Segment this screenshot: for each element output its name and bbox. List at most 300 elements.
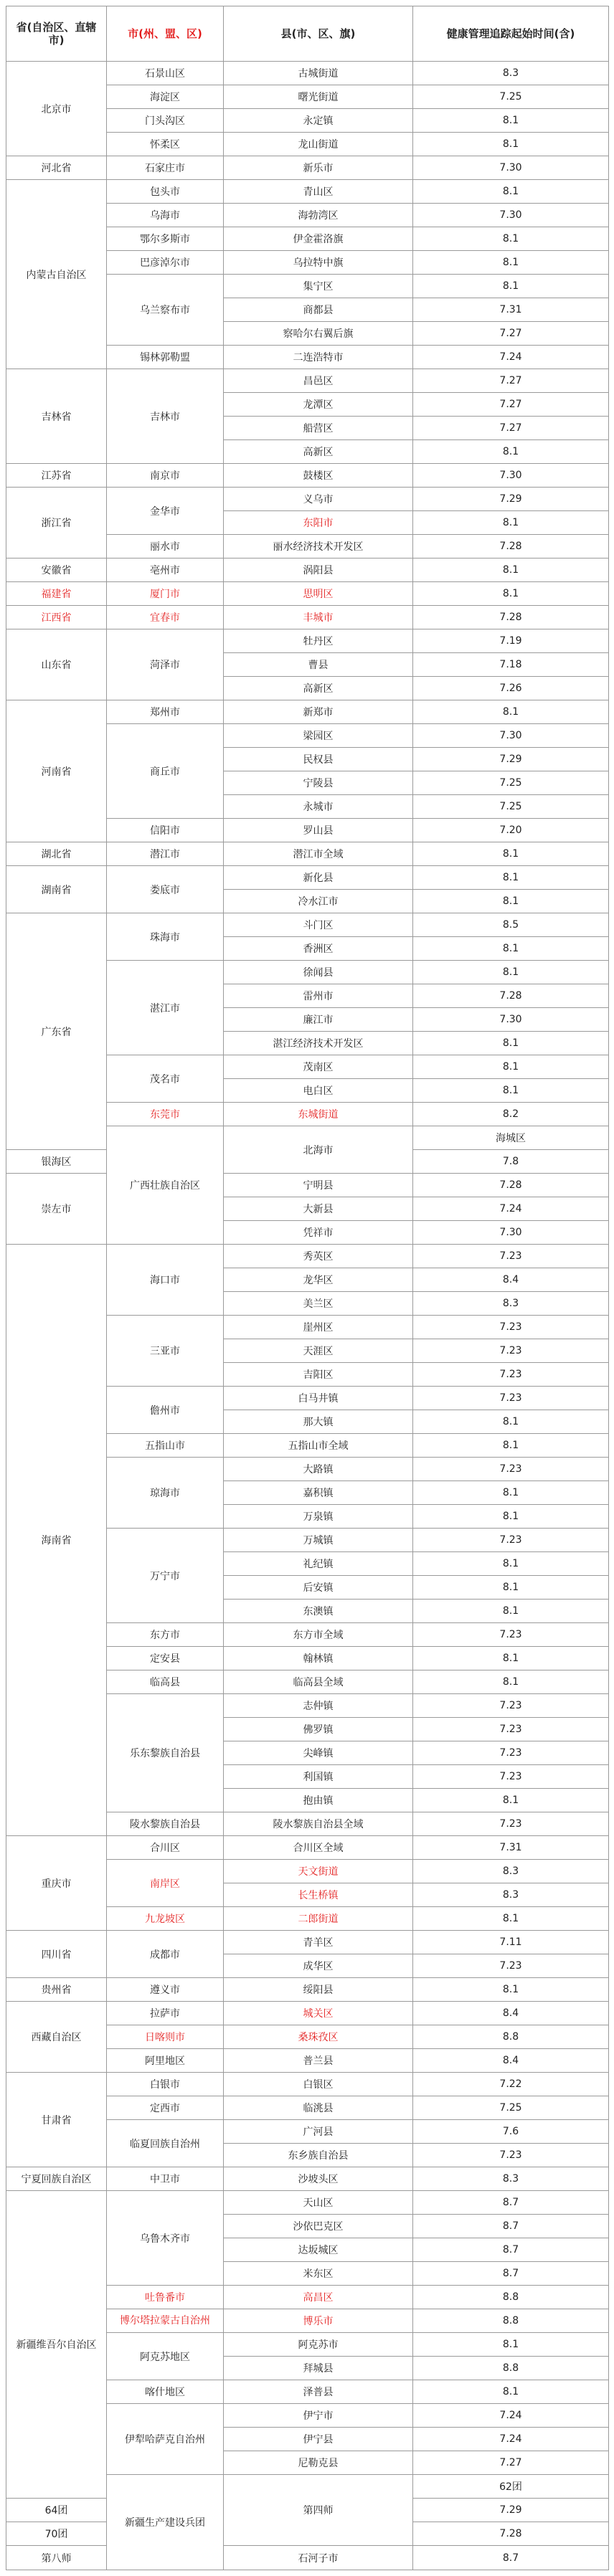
county-cell: 临高县全域 — [224, 1670, 413, 1694]
city-cell: 博尔塔拉蒙古自治州 — [107, 2309, 224, 2333]
province-cell: 甘肃省 — [6, 2073, 107, 2167]
county-cell: 阿克苏市 — [224, 2333, 413, 2357]
start-time-cell: 8.1 — [413, 275, 609, 298]
table-row — [6, 913, 609, 937]
province-cell: 河南省 — [6, 700, 107, 842]
city-cell: 合川区 — [107, 1836, 224, 1860]
start-time-cell: 8.1 — [413, 251, 609, 275]
table-row — [6, 464, 609, 488]
start-time-cell: 8.1 — [413, 1434, 609, 1458]
county-cell: 曙光街道 — [224, 85, 413, 109]
county-cell: 二郎街道 — [224, 1907, 413, 1931]
province-cell: 海南省 — [6, 1245, 107, 1836]
county-cell: 尖峰镇 — [224, 1741, 413, 1765]
county-cell: 70团 — [6, 2522, 107, 2546]
city-cell: 宜春市 — [107, 606, 224, 629]
city-cell: 亳州市 — [107, 559, 224, 582]
city-cell: 丽水市 — [107, 535, 224, 559]
county-cell: 伊金霍洛旗 — [224, 227, 413, 251]
start-time-cell: 7.30 — [413, 464, 609, 488]
city-cell: 信阳市 — [107, 819, 224, 842]
start-time-cell: 7.23 — [413, 1339, 609, 1363]
start-time-cell: 7.24 — [413, 1197, 609, 1221]
city-cell: 第八师 — [6, 2546, 107, 2570]
start-time-cell: 8.5 — [413, 913, 609, 937]
county-cell: 临洮县 — [224, 2096, 413, 2120]
start-time-cell: 7.29 — [413, 488, 609, 511]
city-cell: 潜江市 — [107, 842, 224, 866]
start-time-cell: 7.30 — [413, 724, 609, 748]
province-cell: 湖南省 — [6, 866, 107, 913]
start-time-cell: 8.1 — [413, 1670, 609, 1694]
start-time-cell: 8.7 — [413, 2262, 609, 2286]
county-cell: 集宁区 — [224, 275, 413, 298]
start-time-cell: 7.28 — [413, 2522, 609, 2546]
county-cell: 沙坡头区 — [224, 2167, 413, 2191]
county-cell: 广河县 — [224, 2120, 413, 2144]
county-cell: 冷水江市 — [224, 890, 413, 913]
county-cell: 凭祥市 — [224, 1221, 413, 1245]
province-cell: 内蒙古自治区 — [6, 180, 107, 369]
start-time-cell: 7.27 — [413, 2451, 609, 2475]
county-cell: 高昌区 — [224, 2286, 413, 2309]
start-time-cell: 8.2 — [413, 1103, 609, 1126]
start-time-cell: 7.27 — [413, 322, 609, 346]
start-time-cell: 8.8 — [413, 2025, 609, 2049]
province-cell: 四川省 — [6, 1931, 107, 1978]
county-cell: 丰城市 — [224, 606, 413, 629]
table-row — [6, 842, 609, 866]
county-cell: 思明区 — [224, 582, 413, 606]
start-time-cell: 7.18 — [413, 653, 609, 677]
start-time-cell: 8.1 — [413, 1505, 609, 1529]
county-cell: 拜城县 — [224, 2357, 413, 2380]
table-header — [6, 6, 609, 62]
city-cell: 怀柔区 — [107, 133, 224, 156]
county-cell: 博乐市 — [224, 2309, 413, 2333]
county-cell: 永定镇 — [224, 109, 413, 133]
start-time-cell: 8.1 — [413, 1647, 609, 1670]
county-cell: 高新区 — [224, 677, 413, 700]
county-cell: 米东区 — [224, 2262, 413, 2286]
county-cell: 曹县 — [224, 653, 413, 677]
start-time-cell: 8.1 — [413, 1600, 609, 1623]
start-time-cell: 8.1 — [413, 109, 609, 133]
city-cell: 珠海市 — [107, 913, 224, 961]
county-cell: 东城街道 — [224, 1103, 413, 1126]
table-row — [6, 559, 609, 582]
start-time-cell: 7.23 — [413, 1765, 609, 1789]
county-cell: 万城镇 — [224, 1529, 413, 1552]
start-time-cell: 8.1 — [413, 1552, 609, 1576]
start-time-cell: 7.31 — [413, 1836, 609, 1860]
province-cell: 江西省 — [6, 606, 107, 629]
county-cell: 长生桥镇 — [224, 1883, 413, 1907]
table-row — [6, 1245, 609, 1268]
county-cell: 志仲镇 — [224, 1694, 413, 1718]
header-row — [6, 6, 609, 62]
county-cell: 新乐市 — [224, 156, 413, 180]
start-time-cell: 7.31 — [413, 298, 609, 322]
county-cell: 秀英区 — [224, 1245, 413, 1268]
table-row — [6, 2167, 609, 2191]
city-cell: 吉林市 — [107, 369, 224, 464]
start-time-cell: 8.4 — [413, 2002, 609, 2025]
city-cell: 菏泽市 — [107, 629, 224, 700]
start-time-cell: 8.1 — [413, 133, 609, 156]
table-row — [6, 488, 609, 511]
table-body — [6, 62, 609, 2570]
county-cell: 斗门区 — [224, 913, 413, 937]
city-cell: 成都市 — [107, 1931, 224, 1978]
province-cell: 河北省 — [6, 156, 107, 180]
county-cell: 大路镇 — [224, 1458, 413, 1481]
city-cell: 石家庄市 — [107, 156, 224, 180]
county-cell: 沙依巴克区 — [224, 2215, 413, 2238]
province-cell: 浙江省 — [6, 488, 107, 559]
start-time-cell: 7.23 — [413, 1623, 609, 1647]
city-cell: 商丘市 — [107, 724, 224, 819]
table-row — [6, 2191, 609, 2215]
start-time-cell: 7.30 — [413, 204, 609, 227]
county-cell: 潜江市全域 — [224, 842, 413, 866]
province-cell: 福建省 — [6, 582, 107, 606]
start-time-cell: 7.23 — [413, 1458, 609, 1481]
city-cell: 崇左市 — [6, 1174, 107, 1245]
province-cell: 新疆生产建设兵团 — [107, 2475, 224, 2570]
city-cell: 锡林郭勒盟 — [107, 346, 224, 369]
start-time-cell: 7.19 — [413, 629, 609, 653]
start-time-cell: 8.3 — [413, 1860, 609, 1883]
start-time-cell: 8.3 — [413, 1883, 609, 1907]
start-time-cell: 7.24 — [413, 2404, 609, 2428]
province-column-header: 省(自治区、直辖市) — [6, 6, 107, 62]
table-row — [6, 156, 609, 180]
start-time-cell: 7.24 — [413, 2428, 609, 2451]
county-cell: 海勃湾区 — [224, 204, 413, 227]
start-time-cell: 7.26 — [413, 677, 609, 700]
start-time-cell: 8.4 — [413, 1268, 609, 1292]
city-cell: 厦门市 — [107, 582, 224, 606]
start-time-cell: 8.1 — [413, 1481, 609, 1505]
start-time-cell: 7.25 — [413, 2096, 609, 2120]
city-cell: 定西市 — [107, 2096, 224, 2120]
start-time-cell: 8.3 — [413, 1292, 609, 1316]
start-time-cell: 8.1 — [413, 559, 609, 582]
city-cell: 南岸区 — [107, 1860, 224, 1907]
county-cell: 64团 — [6, 2499, 107, 2522]
county-cell: 龙山街道 — [224, 133, 413, 156]
county-cell: 宁明县 — [224, 1174, 413, 1197]
county-cell: 大新县 — [224, 1197, 413, 1221]
start-time-cell: 8.1 — [413, 937, 609, 961]
county-cell: 成华区 — [224, 1954, 413, 1978]
city-cell: 郑州市 — [107, 700, 224, 724]
table-row — [6, 2546, 609, 2570]
county-cell: 义乌市 — [224, 488, 413, 511]
province-cell: 北京市 — [6, 62, 107, 156]
city-cell: 门头沟区 — [107, 109, 224, 133]
province-cell: 吉林省 — [6, 369, 107, 464]
start-time-cell: 7.28 — [413, 606, 609, 629]
county-cell: 青羊区 — [224, 1931, 413, 1954]
city-cell: 鄂尔多斯市 — [107, 227, 224, 251]
start-time-cell: 8.8 — [413, 2309, 609, 2333]
start-time-cell: 7.28 — [413, 535, 609, 559]
county-cell: 古城街道 — [224, 62, 413, 85]
county-cell: 白银区 — [224, 2073, 413, 2096]
start-time-cell: 8.1 — [413, 1789, 609, 1812]
city-cell: 临高县 — [107, 1670, 224, 1694]
start-time-cell: 7.8 — [413, 1150, 609, 1174]
county-cell: 香洲区 — [224, 937, 413, 961]
city-cell: 日喀则市 — [107, 2025, 224, 2049]
county-cell: 东澳镇 — [224, 1600, 413, 1623]
province-cell: 湖北省 — [6, 842, 107, 866]
county-cell: 石河子市 — [224, 2546, 413, 2570]
city-cell: 伊犁哈萨克自治州 — [107, 2404, 224, 2475]
table-row — [6, 582, 609, 606]
county-cell: 电白区 — [224, 1079, 413, 1103]
start-time-cell: 8.1 — [413, 2333, 609, 2357]
county-cell: 高新区 — [224, 440, 413, 464]
start-time-cell: 7.22 — [413, 2073, 609, 2096]
start-time-cell: 7.23 — [413, 1741, 609, 1765]
city-cell: 金华市 — [107, 488, 224, 535]
city-cell: 九龙坡区 — [107, 1907, 224, 1931]
county-column-header: 县(市、区、旗) — [224, 6, 413, 62]
province-cell: 宁夏回族自治区 — [6, 2167, 107, 2191]
start-time-cell: 7.23 — [413, 1694, 609, 1718]
city-cell: 临夏回族自治州 — [107, 2120, 224, 2167]
city-cell: 五指山市 — [107, 1434, 224, 1458]
table-row — [6, 369, 609, 393]
county-cell: 天山区 — [224, 2191, 413, 2215]
start-time-cell: 7.23 — [413, 1316, 609, 1339]
county-cell: 尼勒克县 — [224, 2451, 413, 2475]
county-cell: 船营区 — [224, 417, 413, 440]
county-cell: 青山区 — [224, 180, 413, 204]
county-cell: 五指山市全域 — [224, 1434, 413, 1458]
start-time-cell: 8.1 — [413, 440, 609, 464]
start-time-cell: 7.23 — [413, 1387, 609, 1410]
city-cell: 南京市 — [107, 464, 224, 488]
county-cell: 伊宁县 — [224, 2428, 413, 2451]
county-cell: 翰林镇 — [224, 1647, 413, 1670]
city-cell: 乌海市 — [107, 204, 224, 227]
county-cell: 银海区 — [6, 1150, 107, 1174]
county-cell: 达坂城区 — [224, 2238, 413, 2262]
city-cell: 万宁市 — [107, 1529, 224, 1623]
start-time-cell: 8.4 — [413, 2049, 609, 2073]
start-time-cell: 7.28 — [413, 1174, 609, 1197]
city-cell: 茂名市 — [107, 1055, 224, 1103]
city-cell: 拉萨市 — [107, 2002, 224, 2025]
start-time-cell: 8.1 — [413, 2380, 609, 2404]
county-cell: 永城市 — [224, 795, 413, 819]
start-time-cell: 8.1 — [413, 866, 609, 890]
county-cell: 丽水经济技术开发区 — [224, 535, 413, 559]
start-time-cell: 7.23 — [413, 1954, 609, 1978]
county-cell: 梁园区 — [224, 724, 413, 748]
county-cell: 泽普县 — [224, 2380, 413, 2404]
start-time-cell: 7.11 — [413, 1931, 609, 1954]
table-row — [6, 606, 609, 629]
table-row — [6, 1978, 609, 2002]
city-cell: 石景山区 — [107, 62, 224, 85]
table-row — [6, 629, 609, 653]
start-time-cell: 8.1 — [413, 700, 609, 724]
city-cell: 海口市 — [107, 1245, 224, 1316]
start-time-cell: 7.20 — [413, 819, 609, 842]
city-cell: 定安县 — [107, 1647, 224, 1670]
start-time-cell: 7.25 — [413, 85, 609, 109]
city-cell: 北海市 — [224, 1126, 413, 1174]
county-cell: 天涯区 — [224, 1339, 413, 1363]
county-cell: 吉阳区 — [224, 1363, 413, 1387]
start-time-cell: 7.27 — [413, 417, 609, 440]
table-row — [6, 2073, 609, 2096]
city-cell: 乐东黎族自治县 — [107, 1694, 224, 1812]
county-cell: 海城区 — [413, 1126, 609, 1150]
county-cell: 城关区 — [224, 2002, 413, 2025]
city-cell: 第四师 — [224, 2475, 413, 2546]
start-time-cell: 8.1 — [413, 842, 609, 866]
start-time-cell: 8.1 — [413, 227, 609, 251]
county-cell: 牡丹区 — [224, 629, 413, 653]
table-row — [6, 700, 609, 724]
city-cell: 遵义市 — [107, 1978, 224, 2002]
start-time-cell: 8.8 — [413, 2286, 609, 2309]
county-cell: 抱由镇 — [224, 1789, 413, 1812]
start-time-cell: 7.24 — [413, 346, 609, 369]
county-cell: 察哈尔右翼后旗 — [224, 322, 413, 346]
province-cell: 西藏自治区 — [6, 2002, 107, 2073]
table-row — [6, 866, 609, 890]
county-cell: 白马井镇 — [224, 1387, 413, 1410]
start-time-cell: 7.27 — [413, 369, 609, 393]
city-cell: 包头市 — [107, 180, 224, 204]
county-cell: 桑珠孜区 — [224, 2025, 413, 2049]
start-time-cell: 7.29 — [413, 2499, 609, 2522]
tracking-start-time-table — [6, 6, 609, 2570]
start-time-cell: 8.1 — [413, 1079, 609, 1103]
start-time-cell: 7.23 — [413, 1245, 609, 1268]
province-cell: 贵州省 — [6, 1978, 107, 2002]
county-cell: 茂南区 — [224, 1055, 413, 1079]
county-cell: 廉江市 — [224, 1008, 413, 1032]
start-time-cell: 8.1 — [413, 1410, 609, 1434]
county-cell: 民权县 — [224, 748, 413, 771]
county-cell: 嘉积镇 — [224, 1481, 413, 1505]
start-time-cell: 8.1 — [413, 511, 609, 535]
county-cell: 湛江经济技术开发区 — [224, 1032, 413, 1055]
province-cell: 山东省 — [6, 629, 107, 700]
province-cell: 广西壮族自治区 — [107, 1126, 224, 1245]
county-cell: 东乡族自治县 — [224, 2144, 413, 2167]
start-time-cell: 8.1 — [413, 1978, 609, 2002]
start-time-cell: 7.29 — [413, 748, 609, 771]
city-cell: 湛江市 — [107, 961, 224, 1055]
county-cell: 宁陵县 — [224, 771, 413, 795]
county-cell: 绥阳县 — [224, 1978, 413, 2002]
province-cell: 新疆维吾尔自治区 — [6, 2191, 107, 2499]
start-time-cell: 7.25 — [413, 771, 609, 795]
county-cell: 东阳市 — [224, 511, 413, 535]
start-time-cell: 8.8 — [413, 2357, 609, 2380]
county-cell: 二连浩特市 — [224, 346, 413, 369]
city-cell: 喀什地区 — [107, 2380, 224, 2404]
province-cell: 广东省 — [6, 913, 107, 1150]
county-cell: 涡阳县 — [224, 559, 413, 582]
start-time-cell: 8.1 — [413, 582, 609, 606]
start-time-cell: 7.27 — [413, 393, 609, 417]
county-cell: 合川区全域 — [224, 1836, 413, 1860]
start-time-cell: 7.6 — [413, 2120, 609, 2144]
city-cell: 阿克苏地区 — [107, 2333, 224, 2380]
start-time-cell: 8.3 — [413, 62, 609, 85]
start-time-cell: 8.7 — [413, 2546, 609, 2570]
start-time-cell: 7.23 — [413, 2144, 609, 2167]
start-time-cell: 7.23 — [413, 1363, 609, 1387]
city-cell: 三亚市 — [107, 1316, 224, 1387]
city-cell: 琼海市 — [107, 1458, 224, 1529]
county-cell: 昌邑区 — [224, 369, 413, 393]
county-cell: 天文街道 — [224, 1860, 413, 1883]
city-cell: 阿里地区 — [107, 2049, 224, 2073]
start-time-cell: 8.7 — [413, 2215, 609, 2238]
table-row — [6, 2002, 609, 2025]
county-cell: 新化县 — [224, 866, 413, 890]
county-cell: 龙潭区 — [224, 393, 413, 417]
table-row — [6, 1836, 609, 1860]
county-cell: 美兰区 — [224, 1292, 413, 1316]
county-cell: 伊宁市 — [224, 2404, 413, 2428]
county-cell: 陵水黎族自治县全域 — [224, 1812, 413, 1836]
county-cell: 徐闻县 — [224, 961, 413, 984]
county-cell: 万泉镇 — [224, 1505, 413, 1529]
county-cell: 商都县 — [224, 298, 413, 322]
city-cell: 娄底市 — [107, 866, 224, 913]
table-row — [6, 1174, 609, 1197]
start-time-cell: 8.1 — [413, 961, 609, 984]
start-time-cell: 7.23 — [413, 1529, 609, 1552]
county-cell: 崖州区 — [224, 1316, 413, 1339]
start-time-cell: 8.7 — [413, 2238, 609, 2262]
start-time-cell: 7.30 — [413, 1008, 609, 1032]
table-row — [6, 180, 609, 204]
start-time-cell: 8.3 — [413, 2167, 609, 2191]
county-cell: 龙华区 — [224, 1268, 413, 1292]
start-time-cell: 8.1 — [413, 180, 609, 204]
table-row — [6, 1931, 609, 1954]
county-cell: 礼纪镇 — [224, 1552, 413, 1576]
city-cell: 海淀区 — [107, 85, 224, 109]
table-row — [6, 62, 609, 85]
start-time-cell: 7.28 — [413, 984, 609, 1008]
start-time-cell: 7.30 — [413, 1221, 609, 1245]
county-cell: 东方市全域 — [224, 1623, 413, 1647]
start-time-cell: 7.30 — [413, 156, 609, 180]
city-cell: 白银市 — [107, 2073, 224, 2096]
city-cell: 陵水黎族自治县 — [107, 1812, 224, 1836]
county-cell: 新郑市 — [224, 700, 413, 724]
county-cell: 62团 — [413, 2475, 609, 2499]
start-time-cell: 8.1 — [413, 1576, 609, 1600]
county-cell: 雷州市 — [224, 984, 413, 1008]
city-cell: 儋州市 — [107, 1387, 224, 1434]
county-cell: 普兰县 — [224, 2049, 413, 2073]
